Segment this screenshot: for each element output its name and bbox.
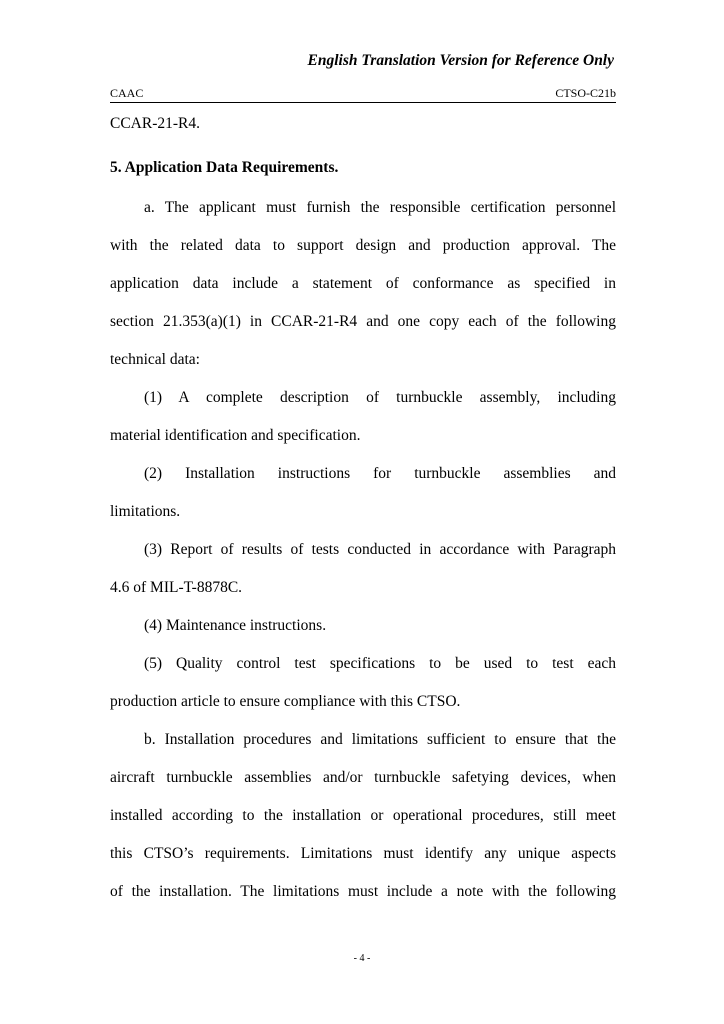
text-line: technical data: — [110, 351, 200, 368]
header-document-id: CTSO-C21b — [555, 86, 616, 100]
text-line: aircraft turnbuckle assemblies and/or turnbuckle safetying devices, when — [110, 769, 616, 786]
text-line: production article to ensure compliance with this CTSO. — [110, 693, 461, 710]
text-line: 4.6 of MIL-T-8878C. — [110, 579, 243, 596]
running-header — [110, 86, 616, 103]
section-heading: 5. Application Data Requirements. — [110, 159, 339, 176]
text-line: of the installation. The limitations must include a note with the following — [110, 883, 616, 900]
list-item-5: (5) Quality control test specifications to be used to test each — [144, 655, 616, 672]
text-line: this CTSO’s requirements. Limitations must identify any unique aspects — [110, 845, 616, 862]
text-line: limitations. — [110, 503, 181, 520]
list-item-2: (2) Installation instructions for turnbuckle assemblies and — [144, 465, 616, 482]
list-item-4: (4) Maintenance instructions. — [144, 617, 327, 634]
translation-note: English Translation Version for Reference Only — [307, 52, 614, 69]
list-item-3: (3) Report of results of tests conducted in accordance with Paragraph — [144, 541, 616, 558]
page-number: - 4 - — [353, 953, 371, 964]
header-organization: CAAC — [110, 86, 144, 100]
list-item-1: (1) A complete description of turnbuckle assembly, including — [144, 389, 616, 406]
text-line: application data include a statement of conformance as specified in — [110, 275, 616, 292]
text-line: material identification and specification. — [110, 427, 361, 444]
text-line: CCAR-21-R4. — [110, 115, 200, 132]
text-line: b. Installation procedures and limitations sufficient to ensure that the — [144, 731, 616, 748]
text-line: installed according to the installation or operational procedures, still meet — [110, 807, 616, 824]
text-line: with the related data to support design and production approval. The — [110, 237, 616, 254]
text-line: a. The applicant must furnish the responsible certification personnel — [144, 199, 616, 216]
text-line: section 21.353(a)(1) in CCAR-21-R4 and one copy each of the following — [110, 313, 616, 330]
